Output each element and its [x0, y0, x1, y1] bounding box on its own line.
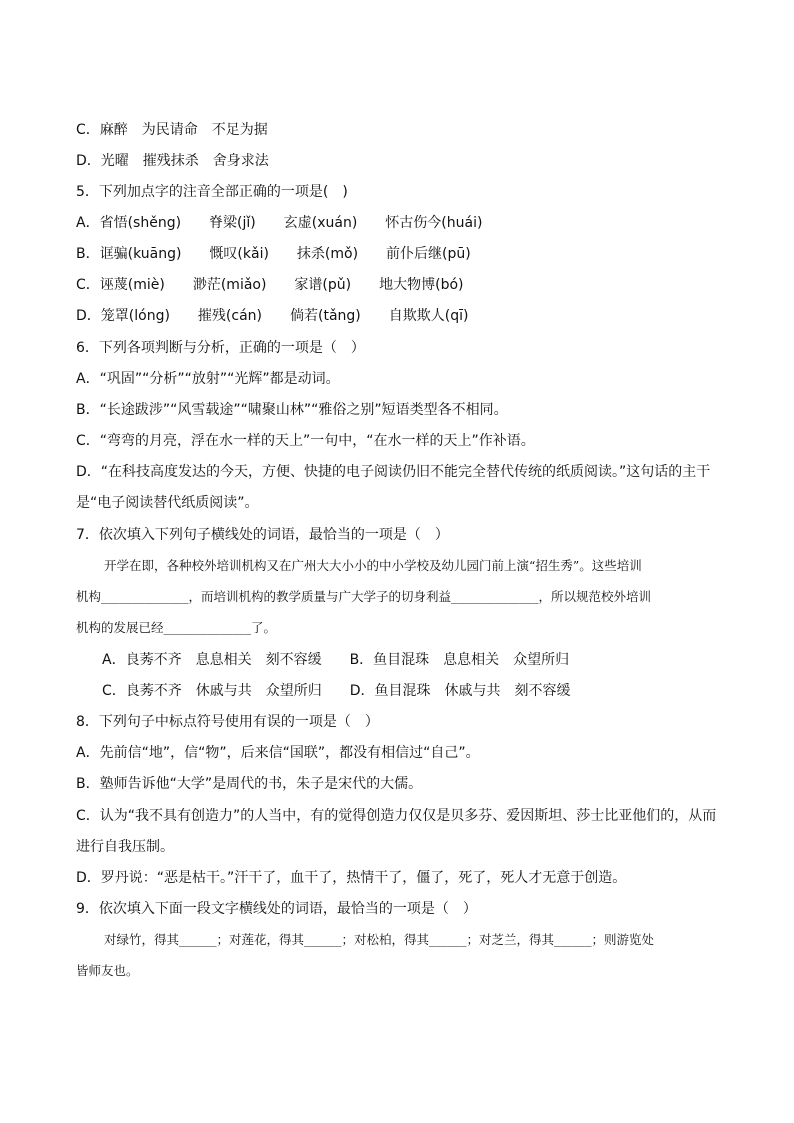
- q5-option-a: A．省悟(shěng) 脊梁(jǐ) 玄虚(xuán) 怀古伤今(huái): [76, 215, 483, 231]
- q5-option-d: D．笼罩(lóng) 摧残(cán) 倘若(tǎng) 自欺欺人(qī): [76, 308, 469, 324]
- q8-option-c-line1: C．认为“我不具有创造力”的人当中，有的觉得创造力仅仅是贝多芬、爱因斯坦、莎士比亚他们的，从而: [76, 808, 717, 824]
- q9-passage-line1: 对绿竹，得其______；对莲花，得其______；对松柏，得其______；对芝兰，得其______；则游览处: [104, 932, 655, 947]
- q6-option-a: A．“巩固”“分析”“放射”“光辉”都是动词。: [76, 371, 340, 387]
- q6-option-c: C．“弯弯的月亮，浮在水一样的天上”一句中，“在水一样的天上”作补语。: [76, 433, 535, 449]
- q7-options-row2: C．良莠不齐 休戚与共 众望所归 D．鱼目混珠 休戚与共 刻不容缓: [102, 683, 571, 699]
- q6-option-d-line1: D．“在科技高度发达的今天，方便、快捷的电子阅读仍旧不能完全替代传统的纸质阅读。”这句话的主干: [76, 464, 711, 480]
- q5-stem: 5．下列加点字的注音全部正确的一项是( ): [76, 184, 348, 200]
- q8-option-d: D．罗丹说：“恶是枯干。”汗干了，血干了，热情干了，僵了，死了，死人才无意于创造。: [76, 870, 627, 886]
- q4-option-c: C．麻醉 为民请命 不足为据: [76, 122, 268, 138]
- q6-option-b: B．“长途跋涉”“风雪载途”“啸聚山林”“雅俗之别”短语类型各不相同。: [76, 402, 508, 418]
- q7-options-row1: A．良莠不齐 息息相关 刻不容缓 B．鱼目混珠 息息相关 众望所归: [102, 652, 570, 668]
- q7-passage-line3: 机构的发展已经______________了。: [76, 620, 277, 635]
- q6-stem: 6．下列各项判断与分析，正确的一项是（ ）: [76, 340, 365, 356]
- q8-option-c-line2: 进行自我压制。: [76, 839, 174, 855]
- q4-option-d: D．光曜 摧残抹杀 舍身求法: [76, 153, 269, 169]
- q5-option-b: B．诓骗(kuāng) 慨叹(kǎi) 抹杀(mǒ) 前仆后继(pū): [76, 246, 471, 262]
- q7-stem: 7．依次填入下列句子横线处的词语，最恰当的一项是（ ）: [76, 527, 449, 543]
- q7-passage-line1: 开学在即，各种校外培训机构又在广州大大小小的中小学校及幼儿园门前上演“招生秀”。这些培训: [104, 558, 642, 573]
- q9-stem: 9．依次填入下面一段文字横线处的词语，最恰当的一项是（ ）: [76, 901, 477, 917]
- q8-stem: 8．下列句子中标点符号使用有误的一项是（ ）: [76, 714, 379, 730]
- q8-option-a: A．先前信“地”，信“物”，后来信“国联”，都没有相信过“自己”。: [76, 745, 480, 761]
- q9-passage-line2: 皆师友也。: [76, 963, 139, 978]
- q5-option-c: C．诬蔑(miè) 渺茫(miǎo) 家谱(pǔ) 地大物博(bó): [76, 277, 464, 293]
- q6-option-d-line2: 是“电子阅读替代纸质阅读”。: [76, 495, 259, 511]
- q8-option-b: B．塾师告诉他“大学”是周代的书，朱子是宋代的大儒。: [76, 776, 423, 792]
- q7-passage-line2: 机构______________，而培训机构的教学质量与广大学子的切身利益______________，所以规范校外培训: [76, 589, 652, 604]
